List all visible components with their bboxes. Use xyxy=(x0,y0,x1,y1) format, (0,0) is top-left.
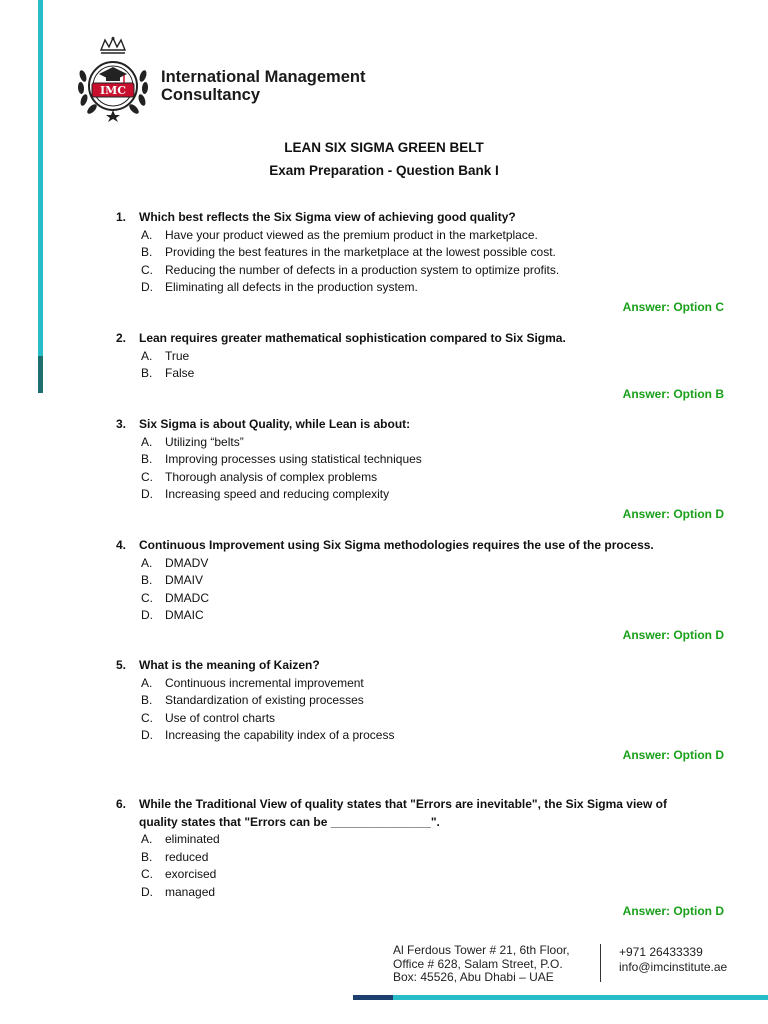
option-text: DMAIC xyxy=(165,608,204,622)
option-text: exorcised xyxy=(165,867,217,881)
option-text: eliminated xyxy=(165,832,220,846)
option-text: Thorough analysis of complex problems xyxy=(165,469,378,484)
answer-label: Answer: Option C xyxy=(622,299,724,314)
option-letter: B. xyxy=(141,573,153,587)
option-text: DMADC xyxy=(165,590,209,605)
option-item xyxy=(141,831,726,849)
footer-accent-bar-dark xyxy=(353,995,393,1000)
question-number: 6. xyxy=(116,797,127,811)
option-text: Eliminating all defects in the production system. xyxy=(165,280,418,294)
question-stem: What is the meaning of Kaizen? xyxy=(139,658,320,672)
option-item xyxy=(141,348,726,366)
option-text: Reducing the number of defects in a production system to optimize profits. xyxy=(165,262,560,277)
option-letter: B. xyxy=(141,452,153,466)
option-item xyxy=(141,675,726,693)
brand-line1: International Management xyxy=(161,68,366,86)
question-text xyxy=(116,330,726,348)
question-text xyxy=(116,657,726,675)
option-item xyxy=(141,451,726,469)
option-letter: B. xyxy=(141,245,153,259)
answer-label: Answer: Option D xyxy=(622,506,724,521)
option-letter: C. xyxy=(141,867,153,881)
option-letter: D. xyxy=(141,608,153,622)
brand-name xyxy=(161,68,365,104)
answer-label: Answer: Option D xyxy=(622,904,724,918)
option-item xyxy=(141,607,726,625)
option-letter: D. xyxy=(141,487,153,501)
option-list xyxy=(116,227,726,297)
footer-contact xyxy=(619,945,759,975)
footer-address xyxy=(393,944,593,985)
footer-email[interactable]: info@imcinstitute.ae xyxy=(619,960,728,974)
option-list xyxy=(116,831,726,901)
option-text: DMADV xyxy=(165,555,209,570)
answer-label: Answer: Option D xyxy=(622,747,724,762)
option-item xyxy=(141,279,726,297)
option-item xyxy=(141,469,726,487)
option-text: Increasing the capability index of a process xyxy=(165,728,395,742)
question-number: 5. xyxy=(116,658,127,672)
option-letter: C. xyxy=(141,262,153,277)
option-text: Use of control charts xyxy=(165,710,276,725)
option-list xyxy=(116,348,726,383)
left-accent-bar-dark xyxy=(38,356,43,393)
imc-logo xyxy=(74,36,152,122)
option-letter: D. xyxy=(141,884,153,899)
address-line: Office # 628, Salam Street, P.O. xyxy=(393,956,563,971)
option-text: Providing the best features in the marketplace at the lowest possible cost. xyxy=(165,245,556,259)
option-text: Utilizing “belts” xyxy=(165,434,244,449)
option-item xyxy=(141,244,726,262)
option-letter: D. xyxy=(141,728,153,742)
option-letter: B. xyxy=(141,693,153,707)
option-text: True xyxy=(165,348,190,363)
question-stem: Lean requires greater mathematical sophistication compared to Six Sigma. xyxy=(139,331,566,345)
question-5 xyxy=(116,657,726,764)
option-letter: A. xyxy=(141,832,153,846)
option-letter: A. xyxy=(141,227,153,242)
option-item xyxy=(141,555,726,573)
option-item xyxy=(141,486,726,504)
option-letter: B. xyxy=(141,366,153,380)
option-text: False xyxy=(165,366,195,380)
option-text: Improving processes using statistical techniques xyxy=(165,452,422,466)
option-item xyxy=(141,849,726,867)
option-letter: B. xyxy=(141,849,153,864)
footer-phone: +971 26433339 xyxy=(619,945,703,959)
option-letter: C. xyxy=(141,710,153,725)
brand-line2: Consultancy xyxy=(161,86,261,104)
question-text xyxy=(116,537,726,555)
option-list xyxy=(116,555,726,625)
option-letter: A. xyxy=(141,434,153,449)
question-number: 3. xyxy=(116,417,127,431)
document-title: LEAN SIX SIGMA GREEN BELT xyxy=(284,140,484,155)
question-number: 2. xyxy=(116,331,127,345)
option-text: DMAIV xyxy=(165,573,204,587)
option-letter: D. xyxy=(141,280,153,294)
option-letter: A. xyxy=(141,675,153,690)
question-stem: While the Traditional View of quality states that "Errors are inevitable", the Six Sigma view of quality states that "Errors can be _______________". xyxy=(139,797,667,829)
option-item xyxy=(141,262,726,280)
option-letter: C. xyxy=(141,469,153,484)
answer-label: Answer: Option B xyxy=(622,386,724,401)
option-item xyxy=(141,572,726,590)
option-list xyxy=(116,434,726,504)
option-letter: C. xyxy=(141,590,153,605)
option-letter: A. xyxy=(141,555,153,570)
address-line: Al Ferdous Tower # 21, 6th Floor, xyxy=(393,943,570,957)
option-item xyxy=(141,692,726,710)
option-text: Standardization of existing processes xyxy=(165,693,364,707)
option-item xyxy=(141,866,726,884)
question-text xyxy=(116,796,726,831)
option-text: Have your product viewed as the premium product in the marketplace. xyxy=(165,227,538,242)
option-item xyxy=(141,227,726,245)
document-subtitle: Exam Preparation - Question Bank I xyxy=(269,163,499,178)
option-item xyxy=(141,710,726,728)
address-line: Box: 45526, Abu Dhabi – UAE xyxy=(393,970,554,984)
question-stem: Six Sigma is about Quality, while Lean is about: xyxy=(139,417,411,431)
question-stem: Continuous Improvement using Six Sigma methodologies requires the use of the process. xyxy=(139,538,654,552)
option-letter: A. xyxy=(141,348,153,363)
question-1 xyxy=(116,209,726,316)
question-number: 4. xyxy=(116,538,127,552)
logo-text: IMC xyxy=(99,84,127,97)
question-4 xyxy=(116,537,726,644)
option-text: managed xyxy=(165,884,216,899)
option-item xyxy=(141,727,726,745)
question-stem: Which best reflects the Six Sigma view of achieving good quality? xyxy=(139,210,516,224)
left-accent-bar xyxy=(38,0,43,356)
question-number: 1. xyxy=(116,210,127,224)
option-item xyxy=(141,434,726,452)
option-item xyxy=(141,884,726,902)
question-text xyxy=(116,416,726,434)
option-text: Continuous incremental improvement xyxy=(165,675,364,690)
option-text: Increasing speed and reducing complexity xyxy=(165,487,390,501)
question-text xyxy=(116,209,726,227)
question-2 xyxy=(116,330,726,403)
option-item xyxy=(141,365,726,383)
footer-accent-bar xyxy=(353,995,768,1000)
question-6 xyxy=(116,796,726,921)
option-list xyxy=(116,675,726,745)
answer-label: Answer: Option D xyxy=(622,627,724,642)
option-text: reduced xyxy=(165,849,209,864)
question-3 xyxy=(116,416,726,523)
footer-divider xyxy=(600,944,601,982)
option-item xyxy=(141,590,726,608)
